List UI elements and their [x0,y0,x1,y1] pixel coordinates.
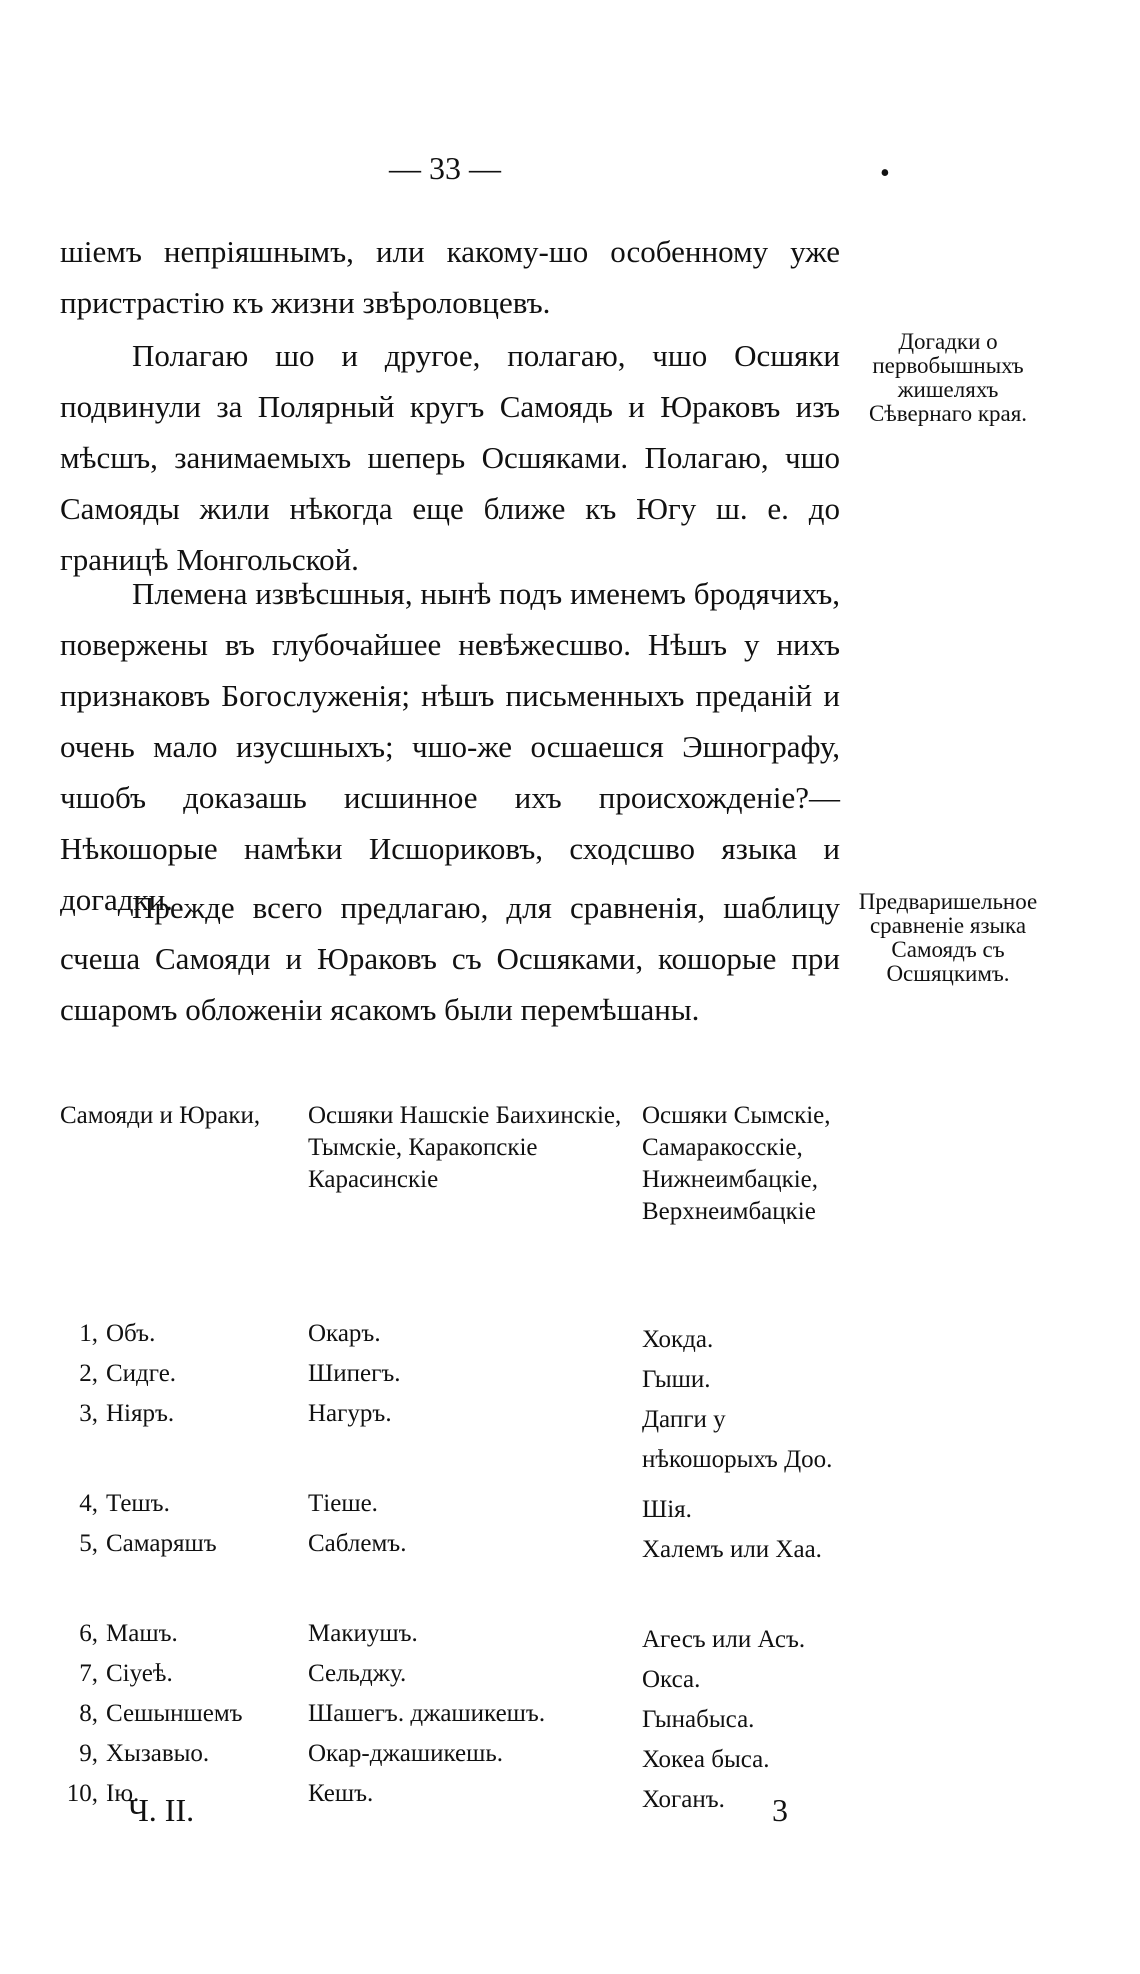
sym-ostyak-word: Окса. [642,1666,701,1693]
sym-ostyak-word: Гыши. [642,1366,711,1393]
ostyak-word: Саблемъ. [308,1530,407,1557]
samoyed-word: Сидге. [106,1360,177,1387]
sym-ostyak-word: Хокеа быса. [642,1746,770,1773]
table-row [60,1660,860,1700]
ostyak-word: Окар-джашикешь. [308,1740,503,1767]
row-number: 6, [79,1620,98,1647]
paragraph-1: шіемъ непріяшнымъ, или какому-шо особенному уже пристрастію къ жизни звѣроловцевъ. [60,234,840,320]
row-number: 10, [66,1780,98,1807]
sym-ostyak-word: Хоганъ. [642,1786,725,1813]
samoyed-word: Самаряшъ [106,1530,217,1557]
sym-ostyak-word: Халемъ или Хаа. [642,1536,822,1563]
samoyed-word: Ію. [106,1780,140,1807]
row-number: 8, [79,1700,98,1727]
paragraph-4: Прежде всего предлагаю, для сравненія, шаблицу счеша Самояди и Юраковъ съ Осшяками, кошорые при сшаромъ обложеніи ясакомъ были перемѣшаны. [60,890,840,1027]
ostyak-word: Макиушъ. [308,1620,418,1647]
margin-note-2: Предваришельное сравненіе языка Самоядъ съ Осшяцкимъ. [858,889,1038,986]
ostyak-word: Шипегъ. [308,1360,401,1387]
row-number: 3, [79,1400,98,1427]
sheet-number: 3 [772,1792,788,1828]
margin-note-1: Догадки о первобышныхъ жишеляхъ Сѣвернаго края. [868,329,1028,426]
row-number: 2, [79,1360,98,1387]
row-number: 1, [79,1320,98,1347]
ostyak-word: Нагуръ. [308,1400,392,1427]
ink-dot: • [880,158,890,189]
samoyed-word: Ніяръ. [106,1400,175,1427]
table-row [60,1700,860,1740]
sym-ostyak-word: Гынабыса. [642,1706,755,1733]
samoyed-word: Объ. [106,1320,156,1347]
ostyak-word: Тіеше. [308,1490,378,1517]
row-number: 4, [79,1490,98,1517]
column-header-samoyed: Самояди и Юраки, [60,1102,261,1129]
ostyak-word: Кешъ. [308,1780,374,1807]
column-header-ostyak-sym: Осшяки Сымскіе, Самаракосскіе, Нижнеимбацкіе, Верхнеимбацкіе [642,1102,831,1225]
signature-mark: Ч. II. [128,1792,195,1828]
samoyed-word: Сешыншемъ [106,1700,243,1727]
paragraph-3: Племена извѣсшныя, нынѣ подъ именемъ бродячихъ, повержены въ глубочайшее невѣжесшво. Нѣшъ у нихъ признаковъ Богослуженія; нѣшъ письменныхъ преданій и очень мало изусшныхъ; чшо-же осшаешся Эшнографу, чшобъ доказашь исшинное ихъ происхожденіе?—Нѣкошорые намѣки Исшориковъ, сходсшво языка и догадки. [60,576,840,917]
table-row [60,1400,860,1473]
row-number: 7, [79,1660,98,1687]
row-number: 9, [79,1740,98,1767]
ostyak-word: Сельджу. [308,1660,407,1687]
sym-ostyak-word: Дапги у нѣкошорыхъ Доо. [642,1406,833,1473]
samoyed-word: Хызавыо. [106,1740,210,1767]
sym-ostyak-word: Агесъ или Асъ. [642,1626,806,1653]
table-row [60,1320,860,1360]
samoyed-word: Сіуеѣ. [106,1660,173,1687]
table-row [60,1530,860,1570]
ostyak-word: Шашегъ. джашикешъ. [308,1700,546,1727]
sym-ostyak-word: Шія. [642,1496,692,1523]
samoyed-word: Машъ. [106,1620,178,1647]
paragraph-2: Полагаю шо и другое, полагаю, чшо Осшяки подвинули за Полярный кругъ Самоядь и Юраковъ изъ мѣсшъ, занимаемыхъ шеперь Осшяками. Полагаю, чшо Самояды жили нѣкогда еще ближе къ Югу ш. е. до границѣ Монгольской. [60,338,840,577]
sym-ostyak-word: Хокда. [642,1326,714,1353]
ostyak-word: Окаръ. [308,1320,381,1347]
samoyed-word: Тешъ. [106,1490,170,1517]
table-row [60,1620,860,1660]
row-number: 5, [79,1530,98,1557]
page-number: — 33 — [389,150,501,186]
column-header-ostyak-narym: Осшяки Нашскіе Баихинскіе, Тымскіе, Каракопскіе Карасинскіе [308,1102,622,1193]
table-row [60,1740,860,1780]
table-row [60,1360,860,1400]
table-row [60,1490,860,1530]
